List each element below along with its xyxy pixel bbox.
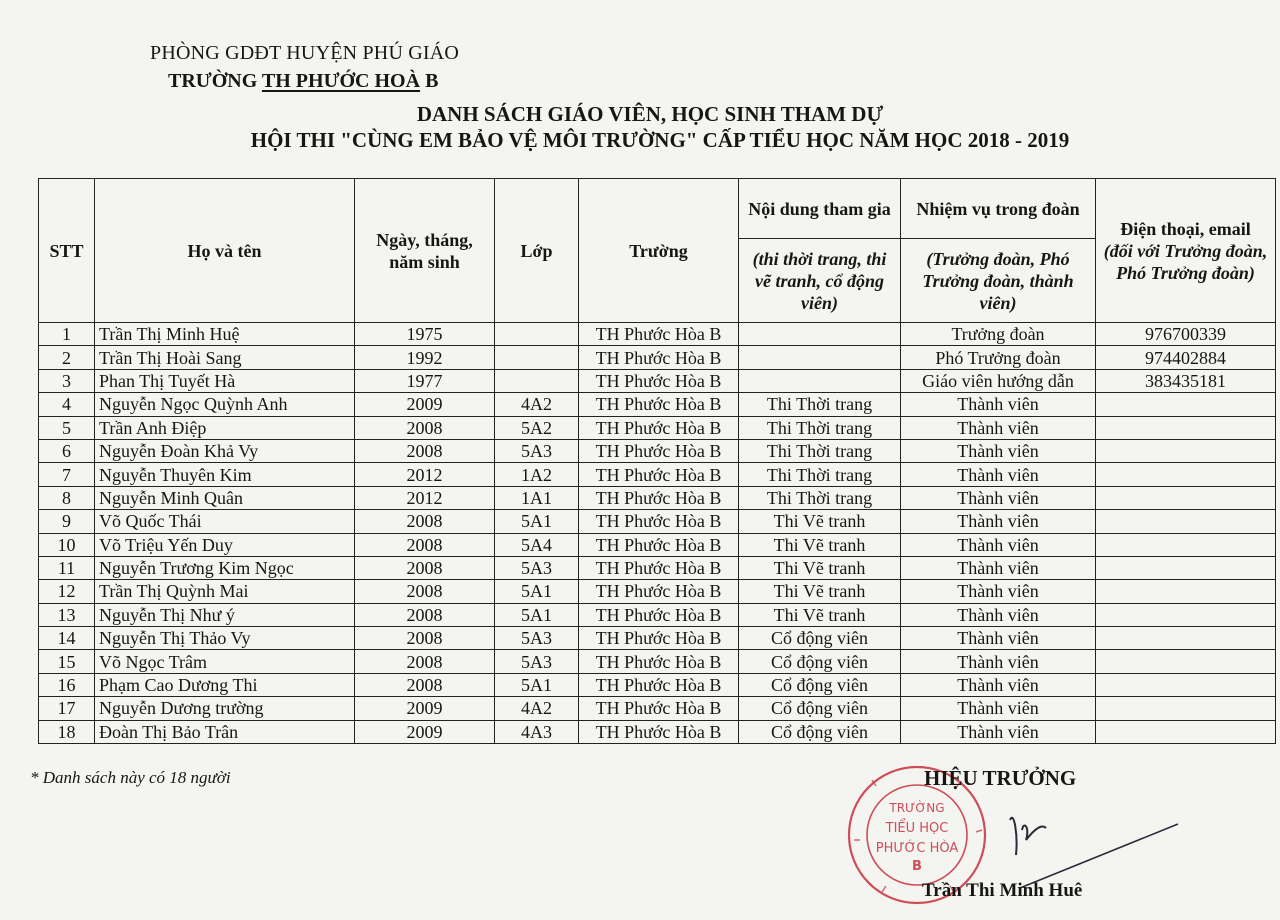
row-name: Trần Anh Điệp xyxy=(95,416,355,439)
department-name: PHÒNG GDĐT HUYỆN PHÚ GIÁO xyxy=(150,42,460,64)
row-dob: 2008 xyxy=(355,556,495,579)
row-name: Đoàn Thị Bảo Trân xyxy=(95,720,355,743)
row-stt: 16 xyxy=(39,673,95,696)
row-role: Thành viên xyxy=(901,533,1096,556)
row-content: Cổ động viên xyxy=(739,673,901,696)
table-body xyxy=(39,323,1276,744)
row-name: Nguyễn Dương trường xyxy=(95,697,355,720)
table-row xyxy=(39,510,1276,533)
row-content xyxy=(739,369,901,392)
row-content: Cổ động viên xyxy=(739,720,901,743)
row-class xyxy=(495,369,579,392)
row-class xyxy=(495,323,579,346)
header-content-note: (thi thời trang, thi vẽ tranh, cổ động viên) xyxy=(739,239,901,323)
row-dob: 2008 xyxy=(355,650,495,673)
row-content: Thi Thời trang xyxy=(739,439,901,462)
table-header xyxy=(39,179,1276,323)
row-stt: 1 xyxy=(39,323,95,346)
table-row xyxy=(39,720,1276,743)
header-role: Nhiệm vụ trong đoàn xyxy=(901,179,1096,239)
row-content xyxy=(739,346,901,369)
document-title-line2: HỘI THI "CÙNG EM BẢO VỆ MÔI TRƯỜNG" CẤP TIỂU HỌC NĂM HỌC 2018 - 2019 xyxy=(250,128,1070,152)
table-row xyxy=(39,416,1276,439)
row-stt: 12 xyxy=(39,580,95,603)
row-dob: 1992 xyxy=(355,346,495,369)
table-row xyxy=(39,603,1276,626)
row-contact xyxy=(1096,510,1276,533)
row-class: 1A1 xyxy=(495,486,579,509)
table-row xyxy=(39,533,1276,556)
row-class: 5A1 xyxy=(495,673,579,696)
row-role: Thành viên xyxy=(901,580,1096,603)
row-school: TH Phước Hòa B xyxy=(579,510,739,533)
row-name: Nguyễn Thuyên Kim xyxy=(95,463,355,486)
row-dob: 1977 xyxy=(355,369,495,392)
row-role: Thành viên xyxy=(901,393,1096,416)
table-row xyxy=(39,463,1276,486)
row-contact xyxy=(1096,580,1276,603)
row-name: Trần Thị Minh Huệ xyxy=(95,323,355,346)
row-stt: 8 xyxy=(39,486,95,509)
row-class: 5A1 xyxy=(495,603,579,626)
header-school: Trường xyxy=(579,179,739,323)
table-row xyxy=(39,323,1276,346)
row-class: 5A1 xyxy=(495,580,579,603)
row-name: Nguyễn Trương Kim Ngọc xyxy=(95,556,355,579)
participants-table xyxy=(38,178,1276,744)
row-role: Giáo viên hướng dẫn xyxy=(901,369,1096,392)
row-stt: 14 xyxy=(39,627,95,650)
row-stt: 11 xyxy=(39,556,95,579)
row-name: Nguyễn Thị Như ý xyxy=(95,603,355,626)
row-name: Phan Thị Tuyết Hà xyxy=(95,369,355,392)
principal-signature xyxy=(1000,800,1180,890)
row-contact xyxy=(1096,556,1276,579)
row-contact xyxy=(1096,393,1276,416)
row-name: Nguyễn Đoàn Khả Vy xyxy=(95,439,355,462)
row-name: Nguyễn Ngọc Quỳnh Anh xyxy=(95,393,355,416)
row-role: Thành viên xyxy=(901,439,1096,462)
row-class: 5A3 xyxy=(495,439,579,462)
header-role-note: (Trưởng đoàn, Phó Trưởng đoàn, thành viên) xyxy=(901,239,1096,323)
row-stt: 4 xyxy=(39,393,95,416)
row-class xyxy=(495,346,579,369)
row-dob: 2008 xyxy=(355,510,495,533)
row-school: TH Phước Hòa B xyxy=(579,720,739,743)
row-contact: 974402884 xyxy=(1096,346,1276,369)
svg-text:TRƯỜNG: TRƯỜNG xyxy=(889,801,945,815)
row-class: 5A1 xyxy=(495,510,579,533)
row-class: 5A3 xyxy=(495,556,579,579)
row-role: Thành viên xyxy=(901,603,1096,626)
table-row xyxy=(39,369,1276,392)
list-count-note: * Danh sách này có 18 người xyxy=(30,768,231,787)
row-content: Thi Vẽ tranh xyxy=(739,533,901,556)
row-stt: 9 xyxy=(39,510,95,533)
row-school: TH Phước Hòa B xyxy=(579,627,739,650)
row-stt: 10 xyxy=(39,533,95,556)
row-content: Cổ động viên xyxy=(739,627,901,650)
row-role: Phó Trưởng đoàn xyxy=(901,346,1096,369)
row-school: TH Phước Hòa B xyxy=(579,580,739,603)
row-content: Cổ động viên xyxy=(739,650,901,673)
row-school: TH Phước Hòa B xyxy=(579,393,739,416)
row-school: TH Phước Hòa B xyxy=(579,346,739,369)
row-content: Thi Vẽ tranh xyxy=(739,580,901,603)
table-row xyxy=(39,439,1276,462)
row-stt: 15 xyxy=(39,650,95,673)
row-dob: 2009 xyxy=(355,720,495,743)
svg-text:PHƯỚC HÒA: PHƯỚC HÒA xyxy=(875,841,959,856)
row-role: Trưởng đoàn xyxy=(901,323,1096,346)
row-content: Thi Thời trang xyxy=(739,463,901,486)
row-school: TH Phước Hòa B xyxy=(579,323,739,346)
row-dob: 2008 xyxy=(355,673,495,696)
row-contact xyxy=(1096,627,1276,650)
table-row xyxy=(39,556,1276,579)
row-school: TH Phước Hòa B xyxy=(579,439,739,462)
row-school: TH Phước Hòa B xyxy=(579,556,739,579)
row-role: Thành viên xyxy=(901,627,1096,650)
row-contact xyxy=(1096,533,1276,556)
row-content: Thi Thời trang xyxy=(739,486,901,509)
row-dob: 2008 xyxy=(355,533,495,556)
row-school: TH Phước Hòa B xyxy=(579,463,739,486)
row-name: Võ Ngọc Trâm xyxy=(95,650,355,673)
row-dob: 2009 xyxy=(355,697,495,720)
table-row xyxy=(39,393,1276,416)
row-class: 5A3 xyxy=(495,650,579,673)
row-content xyxy=(739,323,901,346)
school-underlined: TH PHƯỚC HOÀ xyxy=(261,70,421,92)
row-contact xyxy=(1096,439,1276,462)
svg-text:B: B xyxy=(912,859,922,874)
row-name: Võ Triệu Yến Duy xyxy=(95,533,355,556)
table-row xyxy=(39,486,1276,509)
row-school: TH Phước Hòa B xyxy=(579,603,739,626)
header-contact-title: Điện thoại, email xyxy=(1120,218,1251,239)
row-contact: 383435181 xyxy=(1096,369,1276,392)
row-dob: 2008 xyxy=(355,580,495,603)
row-role: Thành viên xyxy=(901,697,1096,720)
row-school: TH Phước Hòa B xyxy=(579,486,739,509)
row-school: TH Phước Hòa B xyxy=(579,416,739,439)
row-class: 4A2 xyxy=(495,393,579,416)
row-contact xyxy=(1096,486,1276,509)
row-dob: 2012 xyxy=(355,486,495,509)
row-school: TH Phước Hòa B xyxy=(579,369,739,392)
row-school: TH Phước Hòa B xyxy=(579,650,739,673)
row-dob: 2008 xyxy=(355,439,495,462)
row-contact xyxy=(1096,673,1276,696)
header-stt: STT xyxy=(39,179,95,323)
row-content: Thi Thời trang xyxy=(739,416,901,439)
row-school: TH Phước Hòa B xyxy=(579,673,739,696)
row-content: Cổ động viên xyxy=(739,697,901,720)
table-row xyxy=(39,580,1276,603)
row-contact xyxy=(1096,720,1276,743)
row-role: Thành viên xyxy=(901,510,1096,533)
row-class: 5A2 xyxy=(495,416,579,439)
row-stt: 5 xyxy=(39,416,95,439)
school-name xyxy=(168,70,438,93)
row-class: 5A3 xyxy=(495,627,579,650)
row-role: Thành viên xyxy=(901,673,1096,696)
row-class: 4A3 xyxy=(495,720,579,743)
school-suffix: B xyxy=(420,70,439,92)
row-name: Trần Thị Hoài Sang xyxy=(95,346,355,369)
row-contact xyxy=(1096,463,1276,486)
table-row xyxy=(39,346,1276,369)
header-dob: Ngày, tháng, năm sinh xyxy=(355,179,495,323)
row-stt: 18 xyxy=(39,720,95,743)
row-contact: 976700339 xyxy=(1096,323,1276,346)
row-class: 5A4 xyxy=(495,533,579,556)
row-name: Nguyễn Minh Quân xyxy=(95,486,355,509)
row-contact xyxy=(1096,416,1276,439)
row-school: TH Phước Hòa B xyxy=(579,697,739,720)
row-name: Phạm Cao Dương Thi xyxy=(95,673,355,696)
table-row xyxy=(39,650,1276,673)
row-stt: 13 xyxy=(39,603,95,626)
row-school: TH Phước Hòa B xyxy=(579,533,739,556)
row-dob: 1975 xyxy=(355,323,495,346)
row-role: Thành viên xyxy=(901,416,1096,439)
row-content: Thi Vẽ tranh xyxy=(739,603,901,626)
row-name: Võ Quốc Thái xyxy=(95,510,355,533)
row-stt: 6 xyxy=(39,439,95,462)
row-dob: 2012 xyxy=(355,463,495,486)
row-dob: 2008 xyxy=(355,627,495,650)
row-content: Thi Vẽ tranh xyxy=(739,556,901,579)
row-name: Nguyễn Thị Thảo Vy xyxy=(95,627,355,650)
header-class: Lớp xyxy=(495,179,579,323)
principal-title: HIỆU TRƯỞNG xyxy=(924,766,1077,790)
row-name: Trần Thị Quỳnh Mai xyxy=(95,580,355,603)
row-contact xyxy=(1096,650,1276,673)
row-role: Thành viên xyxy=(901,650,1096,673)
row-dob: 2009 xyxy=(355,393,495,416)
table-row xyxy=(39,627,1276,650)
signer-name: Trần Thi Minh Huê xyxy=(922,880,1083,901)
table-row xyxy=(39,697,1276,720)
row-role: Thành viên xyxy=(901,556,1096,579)
document-title-line1: DANH SÁCH GIÁO VIÊN, HỌC SINH THAM DỰ xyxy=(416,102,884,126)
row-class: 1A2 xyxy=(495,463,579,486)
row-stt: 7 xyxy=(39,463,95,486)
row-stt: 3 xyxy=(39,369,95,392)
row-contact xyxy=(1096,603,1276,626)
header-contact xyxy=(1096,179,1276,323)
header-contact-note: (đối với Trưởng đoàn, Phó Trưởng đoàn) xyxy=(1103,240,1268,283)
row-stt: 17 xyxy=(39,697,95,720)
row-role: Thành viên xyxy=(901,720,1096,743)
row-content: Thi Vẽ tranh xyxy=(739,510,901,533)
svg-text:TIỂU HỌC: TIỂU HỌC xyxy=(885,821,949,836)
row-class: 4A2 xyxy=(495,697,579,720)
row-role: Thành viên xyxy=(901,463,1096,486)
row-contact xyxy=(1096,697,1276,720)
table-row xyxy=(39,673,1276,696)
header-name: Họ và tên xyxy=(95,179,355,323)
row-role: Thành viên xyxy=(901,486,1096,509)
school-prefix: TRƯỜNG xyxy=(168,70,262,92)
row-dob: 2008 xyxy=(355,416,495,439)
row-stt: 2 xyxy=(39,346,95,369)
header-content: Nội dung tham gia xyxy=(739,179,901,239)
row-dob: 2008 xyxy=(355,603,495,626)
row-content: Thi Thời trang xyxy=(739,393,901,416)
